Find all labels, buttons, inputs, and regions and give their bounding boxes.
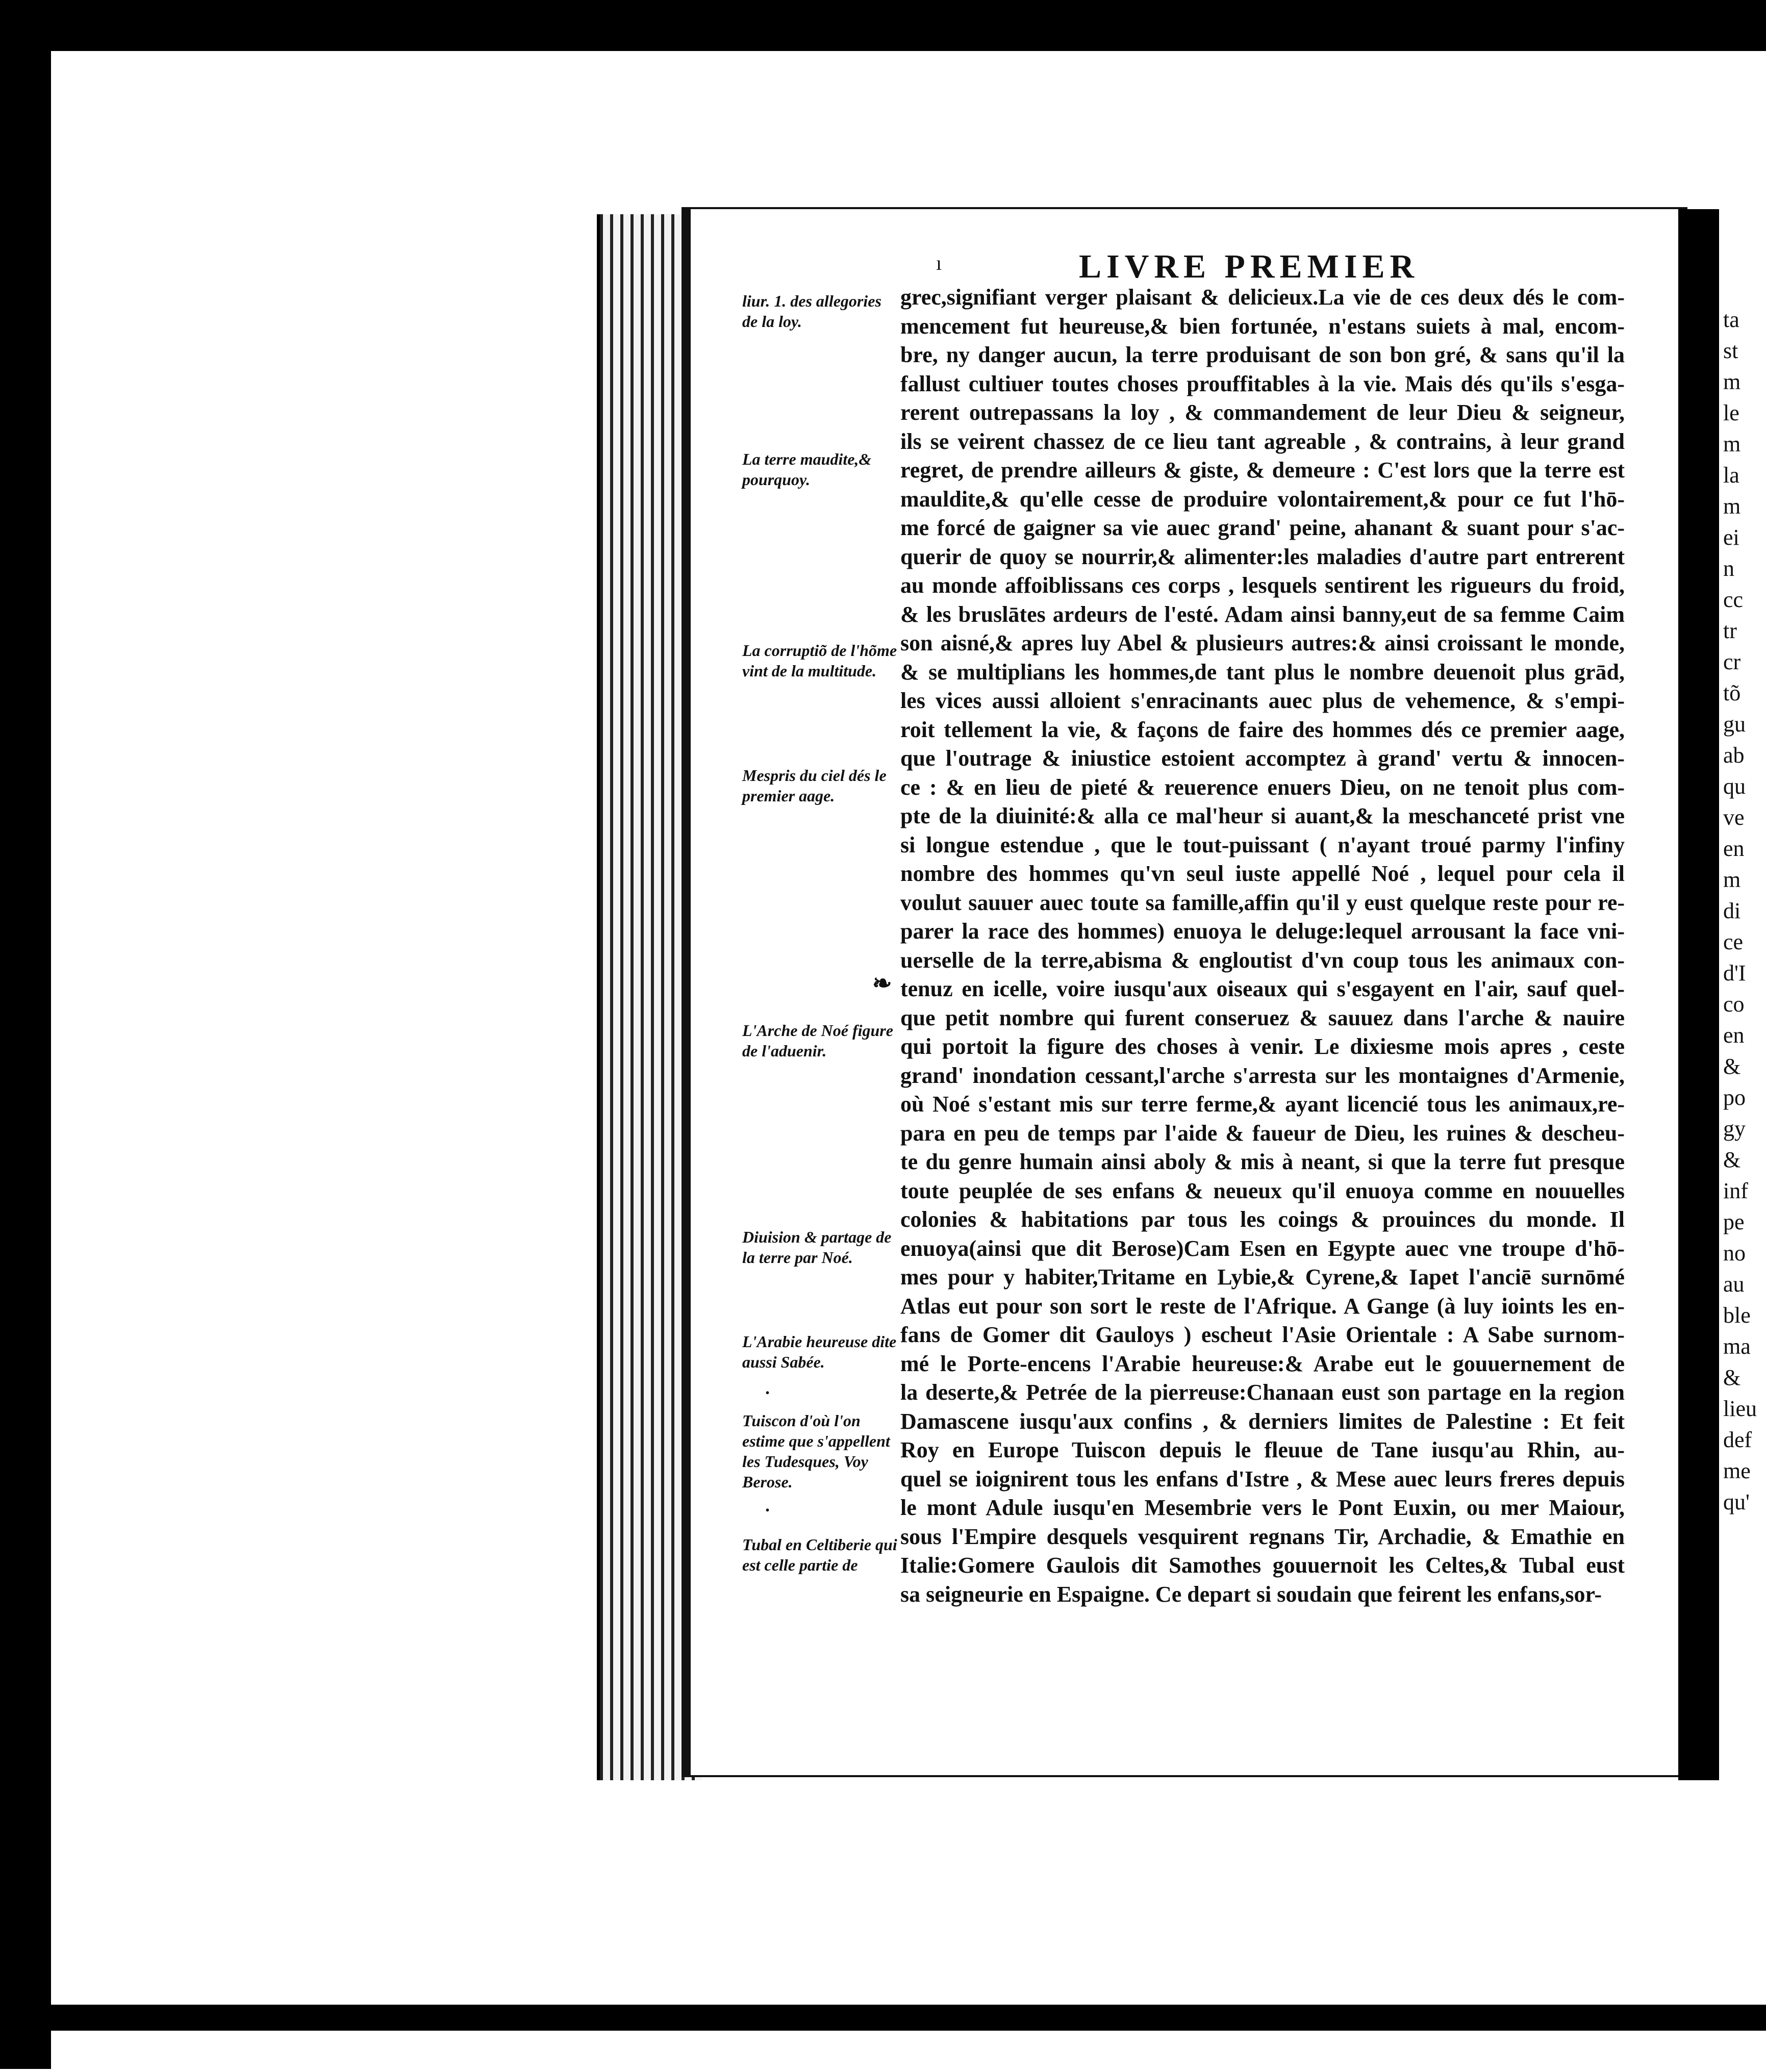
- text-line: au monde affoiblissans ces corps , lesquels sentirent les rigueurs du froid,: [900, 573, 1625, 598]
- facing-page-fragment: gu: [1723, 712, 1746, 737]
- facing-page-fragment: ble: [1723, 1303, 1751, 1328]
- text-line: si longue estendue , que le tout-puissant ( n'ayant troué parmy l'infiny: [900, 832, 1625, 857]
- facing-page-fragment: cr: [1723, 649, 1741, 674]
- text-line: colonies & habitations par tous les coings & prouinces du monde. Il: [900, 1207, 1625, 1232]
- text-line: quel se ioignirent tous les enfans d'Istre , & Mese auec leurs freres depuis: [900, 1466, 1625, 1492]
- marginal-note: Diuision & partage de la terre par Noé.: [742, 1228, 892, 1267]
- facing-page-fragment: m: [1723, 494, 1741, 519]
- facing-page-fragment: ma: [1723, 1334, 1751, 1359]
- text-line: Roy en Europe Tuiscon depuis le fleuue de Tane iusqu'au Rhin, au-: [900, 1437, 1625, 1462]
- microfilm-frame-strip: [51, 2028, 1766, 2072]
- text-line: roit tellement la vie, & façons de faire des hommes dés ce premier aage,: [900, 717, 1625, 742]
- facing-page-fragment: d'I: [1723, 961, 1746, 986]
- facing-page-fragment: le: [1723, 400, 1739, 425]
- facing-page-fragment: co: [1723, 992, 1745, 1017]
- facing-page-fragment: &: [1723, 1054, 1741, 1079]
- microfilm-frame-top: [0, 0, 1766, 51]
- text-line: me forcé de gaigner sa vie auec grand' peine, ahanant & suant pour s'ac-: [900, 515, 1625, 540]
- text-line: mencement fut heureuse,& bien fortunée, n'estans suiets à mal, encom-: [900, 313, 1625, 339]
- note-mark: .: [765, 1495, 770, 1515]
- text-line: mes pour y habiter,Tritame en Lybie,& Cyrene,& Iapet l'anciē surnōmé: [900, 1265, 1625, 1290]
- facing-page-fragment: def: [1723, 1427, 1752, 1452]
- text-line: querir de quoy se nourrir,& alimenter:les maladies d'autre part entrerent: [900, 544, 1625, 569]
- head-mark: ı: [936, 251, 942, 274]
- facing-page: [1719, 212, 1766, 1773]
- text-line: grand' inondation cessant,l'arche s'arresta sur les montaignes d'Armenie,: [900, 1063, 1625, 1088]
- text-line: toute peuplée de ses enfans & neueux qu'il enuoya comme en nouuelles: [900, 1178, 1625, 1203]
- facing-page-fragment: lieu: [1723, 1396, 1757, 1421]
- text-line: Atlas eut pour son sort le reste de l'Afrique. A Gange (à luy ioints les en-: [900, 1293, 1625, 1319]
- ornament-mark: ❧: [872, 970, 892, 996]
- facing-page-fragment: &: [1723, 1365, 1741, 1390]
- facing-page-fragment: en: [1723, 836, 1745, 861]
- marginal-note: La corruptiõ de l'hõme vint de la multitude.: [742, 641, 897, 680]
- text-line: les vices aussi alloient s'enracinants auec plus de vehemence, & s'empi-: [900, 688, 1625, 713]
- facing-page-fragment: ve: [1723, 805, 1745, 830]
- text-line: Damascene iusqu'aux confins , & derniers limites de Palestine : Et feit: [900, 1408, 1625, 1434]
- text-line: mé le Porte-encens l'Arabie heureuse:& Arabe eut le gouuernement de: [900, 1351, 1625, 1376]
- facing-page-fragment: tõ: [1723, 680, 1741, 705]
- marginal-note: liur. 1. des allegories de la loy.: [742, 292, 881, 331]
- facing-page-fragment: &: [1723, 1147, 1741, 1172]
- facing-page-fragment: inf: [1723, 1178, 1748, 1203]
- facing-page-fragment: qu': [1723, 1489, 1750, 1514]
- text-line: parer la race des hommes) enuoya le deluge:lequel arrousant la face vni-: [900, 919, 1625, 944]
- text-line: la deserte,& Petrée de la pierreuse:Chanaan eust son partage en la region: [900, 1380, 1625, 1405]
- facing-page-fragment: m: [1723, 432, 1741, 457]
- text-line: bre, ny danger aucun, la terre produisant de son bon gré, & sans qu'il la: [900, 342, 1625, 367]
- text-line: enuoya(ainsi que dit Berose)Cam Esen en Egypte auec vne troupe d'hō-: [900, 1235, 1625, 1261]
- text-line: ils se veirent chassez de ce lieu tant agreable , & contrains, à leur grand: [900, 428, 1625, 454]
- facing-page-fragment: la: [1723, 463, 1739, 488]
- text-line: qui portoit la figure des choses à venir. Le dixiesme mois apres , ceste: [900, 1034, 1625, 1059]
- text-line: que l'outrage & iniustice estoient accomptez à grand' vertu & innocen-: [900, 746, 1625, 771]
- facing-page-fragment: tr: [1723, 618, 1737, 643]
- facing-page-fragment: m: [1723, 369, 1741, 394]
- text-line: pte de la diuinité:& alla ce mal'heur si auant,& la meschanceté prist vne: [900, 803, 1625, 828]
- text-line: regret, de prendre ailleurs & giste, & demeure : C'est lors que la terre est: [900, 458, 1625, 483]
- marginal-note: La terre maudite,& pourquoy.: [742, 450, 872, 489]
- marginal-note: Tuiscon d'où l'on estime que s'appellent les Tudesques, Voy Berose.: [742, 1411, 890, 1491]
- facing-page-fragment: ce: [1723, 929, 1744, 954]
- marginal-note: L'Arabie heureuse dite aussi Sabée.: [742, 1332, 897, 1371]
- text-line: sous l'Empire desquels vesquirent regnans Tir, Archadie, & Emathie en: [900, 1524, 1625, 1549]
- facing-page-fragment: po: [1723, 1085, 1746, 1110]
- facing-page-fragment: gy: [1723, 1116, 1746, 1141]
- text-line: fallust cultiuer toutes choses prouffitables à la vie. Mais dés qu'ils s'esga-: [900, 371, 1625, 396]
- text-line: tenuz en icelle, voire iusqu'aux oiseaux qui s'esgayent en l'air, sauf quel-: [900, 976, 1625, 1001]
- facing-page-fragment: en: [1723, 1023, 1745, 1048]
- facing-page-fragment: ab: [1723, 743, 1745, 768]
- facing-page-fragment: qu: [1723, 774, 1746, 799]
- text-line: le mont Adule iusqu'en Mesembrie vers le Pont Euxin, ou mer Maiour,: [900, 1495, 1625, 1520]
- text-line: & les bruslātes ardeurs de l'esté. Adam ainsi banny,eut de sa femme Caim: [900, 601, 1625, 627]
- text-line: Italie:Gomere Gaulois dit Samothes gouuernoit les Celtes,& Tubal eust: [900, 1553, 1625, 1578]
- facing-page-fragment: au: [1723, 1272, 1745, 1297]
- text-line: sa seigneurie en Espaigne. Ce depart si soudain que feirent les enfans,sor-: [900, 1581, 1602, 1607]
- facing-page-fragment: m: [1723, 867, 1741, 892]
- marginal-note: L'Arche de Noé figure de l'aduenir.: [742, 1021, 893, 1060]
- book-gutter: [1678, 209, 1719, 1780]
- text-line: nombre des hommes qu'vn seul iuste appellé Noé , lequel pour cela il: [900, 861, 1625, 886]
- text-line: uerselle de la terre,abisma & engloutist d'vn coup tous les animaux con-: [900, 947, 1625, 973]
- running-head: LIVRE PREMIER: [1079, 248, 1420, 285]
- facing-page-fragment: st: [1723, 338, 1738, 363]
- note-mark: .: [765, 1378, 770, 1398]
- microfilm-frame-left: [0, 0, 51, 2069]
- text-line: que petit nombre qui furent conseruez & sauuez dans l'arche & nauire: [900, 1005, 1625, 1030]
- marginal-note: Tubal en Celtiberie qui est celle partie de: [742, 1535, 897, 1574]
- text-line: para en peu de temps par l'aide & faueur de Dieu, les ruines & descheu-: [900, 1120, 1625, 1146]
- text-line: rerent outrepassans la loy , & commandement de leur Dieu & seigneur,: [900, 400, 1625, 425]
- text-line: fans de Gomer dit Gauloys ) escheut l'Asie Orientale : A Sabe surnom-: [900, 1322, 1625, 1347]
- facing-page-fragment: no: [1723, 1241, 1746, 1266]
- facing-page-fragment: ta: [1723, 307, 1739, 332]
- facing-page-fragment: di: [1723, 898, 1741, 923]
- text-line: mauldite,& qu'elle cesse de produire volontairement,& pour ce fut l'hō-: [900, 486, 1625, 512]
- text-line: voulut sauuer auec toute sa famille,affin qu'il y eust quelque reste pour re-: [900, 890, 1625, 915]
- text-line: grec,signifiant verger plaisant & delicieux.La vie de ces deux dés le com-: [900, 285, 1625, 310]
- text-line: son aisné,& apres luy Abel & plusieurs autres:& ainsi croissant le monde,: [900, 630, 1625, 655]
- facing-page-fragment: cc: [1723, 587, 1744, 612]
- facing-page-fragment: me: [1723, 1458, 1751, 1483]
- text-line: où Noé s'estant mis sur terre ferme,& ayant licencié tous les animaux,re-: [900, 1092, 1625, 1117]
- facing-page-fragment: ei: [1723, 525, 1739, 550]
- facing-page-fragment: pe: [1723, 1209, 1745, 1234]
- marginal-note: Mespris du ciel dés le premier aage.: [742, 766, 887, 805]
- text-line: & se multiplians les hommes,de tant plus le nombre deuenoit plus grād,: [900, 659, 1625, 685]
- text-line: ce : & en lieu de pieté & reuerence enuers Dieu, on ne tenoit plus com-: [900, 774, 1625, 800]
- facing-page-fragment: n: [1723, 556, 1734, 581]
- body-text: [900, 283, 1625, 1609]
- text-line: te du genre humain ainsi aboly & mis à neant, si que la terre fut presque: [900, 1149, 1625, 1174]
